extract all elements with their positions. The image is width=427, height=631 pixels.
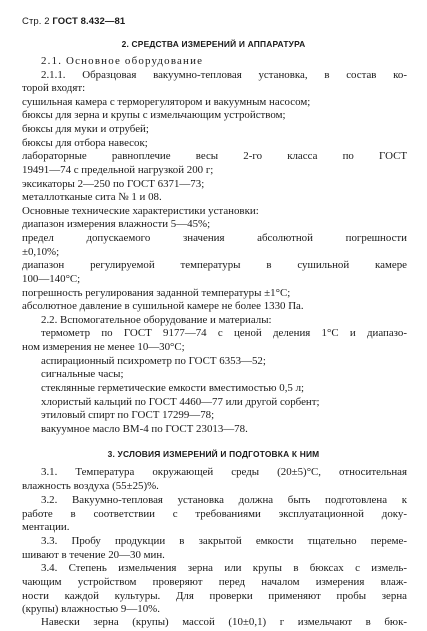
paragraph-line: 3.2. Вакуумно-тепловая установка должна быть подготовлена к	[41, 494, 407, 506]
paragraph-line: Навески зерна (крупы) массой (10±0,1) г измельчают в бюк-	[41, 616, 407, 628]
list-item: хлористый кальций по ГОСТ 4460—77 или другой сорбент;	[41, 396, 320, 408]
paragraph-line: 3.3. Пробу продукции в закрытой емкости тщательно переме-	[41, 535, 407, 547]
page-number: Стр. 2	[22, 16, 50, 27]
list-item: этиловый спирт по ГОСТ 17299—78;	[41, 409, 215, 421]
standard-number: ГОСТ 8.432—81	[52, 16, 126, 27]
list-item: ном измерения не менее 10—30°С;	[22, 341, 185, 353]
list-item: сигнальные часы;	[41, 368, 124, 380]
paragraph-line: ности каждой культуры. Для проверки применяют пробы зерна	[22, 590, 407, 602]
list-item: диапазон регулируемой температуры в сушильной камере	[22, 259, 407, 271]
list-item: аспирационный психрометр по ГОСТ 6353—52;	[41, 355, 266, 367]
page-header	[22, 16, 125, 27]
list-item: бюксы для муки и отрубей;	[22, 123, 149, 135]
paragraph-line: 3.1. Температура окружающей среды (20±5)°С, относительная	[41, 466, 407, 478]
list-item: предел допускаемого значения абсолютной погрешности	[22, 232, 407, 244]
paragraph-line: шивают в течение 20—30 мин.	[22, 549, 165, 561]
paragraph-line: 2.2. Вспомогательное оборудование и материалы:	[41, 314, 272, 326]
paragraph-line: (крупы) влажностью 9—10%.	[22, 603, 160, 615]
paragraph-line: чающим устройством проверяют перед началом измерения влаж-	[22, 576, 407, 588]
list-item: 19491—74 с предельной нагрузкой 200 г;	[22, 164, 214, 176]
paragraph-line: влажность воздуха (55±25)%.	[22, 480, 159, 492]
paragraph-line: Основные технические характеристики установки:	[22, 205, 259, 217]
list-item: термометр по ГОСТ 9177—74 с ценой деления 1°С и диапазо-	[41, 327, 407, 339]
paragraph-line: 2.1.1. Образцовая вакуумно-тепловая установка, в состав ко-	[41, 69, 407, 81]
list-item: ±0,10%;	[22, 246, 60, 258]
list-item: диапазон измерения влажности 5—45%;	[22, 218, 211, 230]
subsection-heading: 2.1. Основное оборудование	[41, 55, 204, 67]
section-heading-3: 3. УСЛОВИЯ ИЗМЕРЕНИЙ И ПОДГОТОВКА К НИМ	[107, 449, 320, 459]
list-item: бюксы для зерна и крупы с измельчающим устройством;	[22, 109, 286, 121]
paragraph-line: ментации.	[22, 521, 70, 533]
list-item: 100—140°С;	[22, 273, 81, 285]
paragraph-line: 3.4. Степень измельчения зерна или крупы в бюксах с измель-	[41, 562, 407, 574]
list-item: металлотканые сита № 1 и 08.	[22, 191, 162, 203]
list-item: вакуумное масло ВМ-4 по ГОСТ 23013—78.	[41, 423, 248, 435]
list-item: погрешность регулирования заданной температуры ±1°С;	[22, 287, 291, 299]
section-heading-2: 2. СРЕДСТВА ИЗМЕРЕНИЙ И АППАРАТУРА	[121, 39, 306, 49]
paragraph-line: работе в соответствии с требованиями эксплуатационной доку-	[22, 508, 407, 520]
paragraph-line: торой входят:	[22, 82, 86, 94]
list-item: стеклянные герметические емкости вместимостью 0,5 л;	[41, 382, 305, 394]
list-item: бюксы для отбора навесок;	[22, 137, 148, 149]
list-item: лабораторные равноплечие весы 2-го класса по ГОСТ	[22, 150, 407, 162]
list-item: эксикаторы 2—250 по ГОСТ 6371—73;	[22, 178, 205, 190]
list-item: сушильная камера с терморегулятором и вакуумным насосом;	[22, 96, 311, 108]
list-item: абсолютное давление в сушильной камере не более 1330 Па.	[22, 300, 304, 312]
